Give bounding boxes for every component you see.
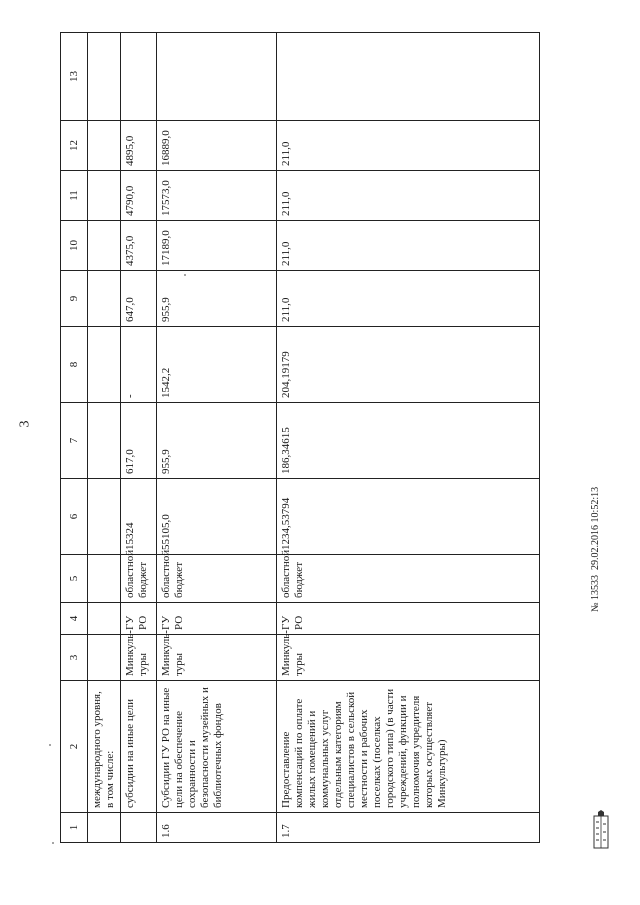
- cell-value: 16889,0: [157, 121, 277, 171]
- cell-participant: ГУ РО: [157, 603, 277, 635]
- speck: [184, 274, 186, 276]
- cell-value: 4790,0: [121, 171, 157, 221]
- table-rotated-container: [60, 33, 540, 843]
- cell-num: [121, 813, 157, 843]
- cell-source: областной бюджет: [157, 555, 277, 603]
- cell-value: 1542,2: [157, 327, 277, 403]
- cell-num: 1.7: [277, 813, 540, 843]
- cell-value: 55105,0: [157, 479, 277, 555]
- cell-value: [157, 33, 277, 121]
- cell-value: 186,34615: [277, 403, 540, 479]
- cell-value: 4375,0: [121, 221, 157, 271]
- cell-value: 17573,0: [157, 171, 277, 221]
- doc-timestamp: 29.02.2016 10:52:13: [590, 486, 601, 570]
- speck: [49, 744, 51, 746]
- cell-executor: Минкуль-туры: [121, 635, 157, 681]
- cell-source: областной бюджет: [121, 555, 157, 603]
- cell-value: 211,0: [277, 121, 540, 171]
- cell-value: 4895,0: [121, 121, 157, 171]
- cell-value: [88, 171, 121, 221]
- header-cell: 6: [61, 479, 88, 555]
- cell-executor: [88, 635, 121, 681]
- cell-source: [88, 555, 121, 603]
- cell-value: 617,0: [121, 403, 157, 479]
- doc-number: № 13533: [590, 574, 601, 612]
- cell-num: [88, 813, 121, 843]
- cell-value: 955,9: [157, 271, 277, 327]
- table-row: [277, 33, 540, 843]
- table-row: [88, 33, 121, 843]
- cell-name: субсидии на иные цели: [121, 681, 157, 813]
- cell-value: [88, 221, 121, 271]
- cell-value: 647,0: [121, 271, 157, 327]
- header-cell: 7: [61, 403, 88, 479]
- cell-name: международного уровня, в том числе:: [88, 681, 121, 813]
- cell-executor: Минкуль-туры: [157, 635, 277, 681]
- cell-name: Предоставление компенсаций по оплате жилых помещений и коммунальных услуг отдельным категориям специалистов в сельской местности и рабочих поселках (поселках городского типа) (в части учреждений, функции и полномочия учредителя которых осуществляет Минкультуры): [277, 681, 540, 813]
- speck: [52, 842, 54, 844]
- cell-value: 15324: [121, 479, 157, 555]
- cell-value: [88, 33, 121, 121]
- header-cell: 4: [61, 603, 88, 635]
- cell-value: 17189,0: [157, 221, 277, 271]
- header-cell: 1: [61, 813, 88, 843]
- cell-participant: ГУ РО: [121, 603, 157, 635]
- cell-value: 204,19179: [277, 327, 540, 403]
- cell-value: 1234,53794: [277, 479, 540, 555]
- cell-participant: [88, 603, 121, 635]
- registry-stamp-icon: [593, 810, 609, 850]
- header-cell: 13: [61, 33, 88, 121]
- cell-executor: Минкуль-туры: [277, 635, 540, 681]
- cell-value: [88, 479, 121, 555]
- cell-source: областной бюджет: [277, 555, 540, 603]
- cell-value: -: [121, 327, 157, 403]
- cell-num: 1.6: [157, 813, 277, 843]
- cell-value: 211,0: [277, 171, 540, 221]
- header-cell: 2: [61, 681, 88, 813]
- cell-value: [88, 403, 121, 479]
- table-row: [121, 33, 157, 843]
- header-cell: 10: [61, 221, 88, 271]
- cell-value: [88, 121, 121, 171]
- cell-value: 211,0: [277, 221, 540, 271]
- table-header-row: [61, 33, 88, 843]
- header-cell: 8: [61, 327, 88, 403]
- cell-participant: ГУ РО: [277, 603, 540, 635]
- header-cell: 12: [61, 121, 88, 171]
- header-cell: 3: [61, 635, 88, 681]
- cell-value: [121, 33, 157, 121]
- cell-value: [88, 327, 121, 403]
- cell-value: 955,9: [157, 403, 277, 479]
- header-cell: 11: [61, 171, 88, 221]
- footer-registration: [590, 372, 602, 612]
- page-number: 3: [17, 420, 33, 428]
- cell-value: [277, 33, 540, 121]
- header-cell: 5: [61, 555, 88, 603]
- cell-value: 211,0: [277, 271, 540, 327]
- cell-name: Субсидии ГУ РО на иные цели на обеспечение сохранности и безопасности музейных и библиотечных фондов: [157, 681, 277, 813]
- cell-value: [88, 271, 121, 327]
- header-cell: 9: [61, 271, 88, 327]
- table-row: [157, 33, 277, 843]
- budget-table: [60, 32, 540, 843]
